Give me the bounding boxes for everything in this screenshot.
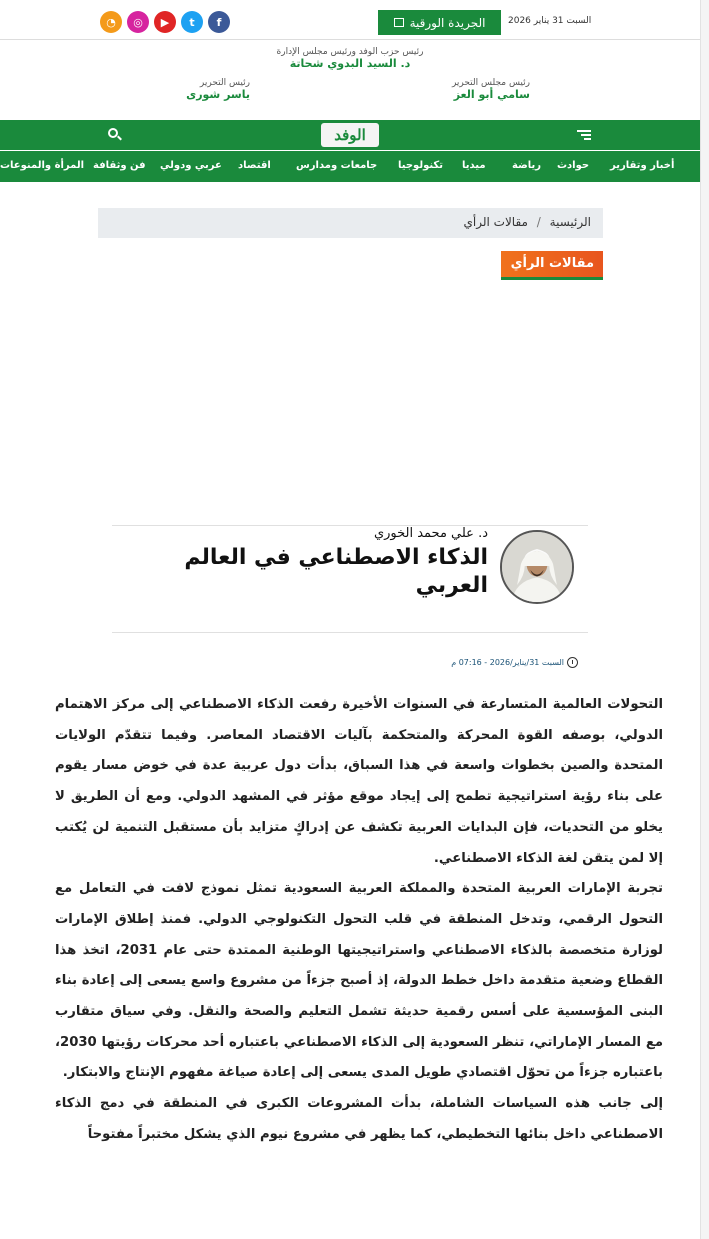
editor-in-chief-role: رئيس التحرير	[199, 78, 250, 88]
breadcrumb	[98, 208, 603, 238]
article-paragraph: التحولات العالمية المتسارعة في السنوات الأخيرة رفعت الذكاء الاصطناعي إلى مركز الاهتمام الدولي، بوصفه القوة المحركة والمتحكمة بآليات الاقتصاد المعاصر. وفيما تتقدّم الولايات المتحدة والصين بخطوات واسعة في هذا السباق، بدأت دول عربية عدة في خوض مسار يقوم على بناء رؤية استراتيجية تطمح إلى إيجاد موقع مؤثر في المشهد الدولي. ومع أن الطريق لا يخلو من التحديات، فإن البدايات العربية تكشف عن إدراكٍ متزايد بأن مستقبل التنمية لن يُكتب إلا لمن يتقن لغة الذكاء الاصطناعي.	[55, 697, 663, 866]
page-scrollbar[interactable]	[700, 0, 709, 1239]
category-link[interactable]: عربي ودولي	[160, 160, 222, 171]
chairman-name: د. السيد البدوي شحاتة	[289, 57, 411, 70]
top-bar	[0, 0, 700, 40]
editor-in-chief-name: ياسر شورى	[186, 88, 250, 101]
author-avatar[interactable]	[500, 530, 574, 604]
article-meta	[300, 657, 578, 668]
category-link[interactable]: تكنولوجيا	[398, 160, 443, 171]
author-name[interactable]: د. علي محمد الخوري	[373, 526, 488, 541]
print-edition-button[interactable]	[378, 10, 501, 35]
category-link[interactable]: ميديا	[462, 160, 486, 171]
chairman-block	[0, 47, 700, 70]
breadcrumb-separator: /	[536, 215, 541, 229]
instagram-icon[interactable]: ◎	[127, 11, 149, 33]
clock-icon	[567, 657, 578, 668]
category-link[interactable]: جامعات ومدارس	[296, 160, 378, 171]
category-link[interactable]: المرأة والمنوعات	[0, 160, 85, 171]
category-link[interactable]: أخبار وتقارير	[610, 160, 675, 171]
social-links	[100, 11, 230, 33]
category-link[interactable]: حوادث	[557, 160, 590, 171]
category-link[interactable]: فن وثقافة	[93, 160, 146, 171]
twitter-icon[interactable]: t	[181, 11, 203, 33]
facebook-icon[interactable]: f	[208, 11, 230, 33]
article-title: الذكاء الاصطناعي في العالم العربي	[184, 545, 488, 598]
board-chief-role: رئيس مجلس التحرير	[451, 78, 530, 88]
breadcrumb-home[interactable]: الرئيسية	[549, 215, 591, 229]
main-nav	[0, 120, 700, 150]
section-tag[interactable]: مقالات الرأي	[501, 251, 603, 280]
current-date: السبت 31 يناير 2026	[508, 16, 592, 26]
article-body	[55, 690, 663, 1151]
site-logo[interactable]: الوفد	[321, 123, 379, 147]
menu-icon[interactable]	[577, 130, 591, 140]
rss-icon[interactable]: ◔	[100, 11, 122, 33]
category-link[interactable]: رياضة	[512, 160, 541, 171]
board-chief-name: سامي أبو العز	[453, 88, 530, 101]
divider-bottom	[112, 632, 588, 633]
category-link[interactable]: اقتصاد	[238, 160, 271, 171]
article-paragraph: إلى جانب هذه السياسات الشاملة، بدأت المشروعات الكبرى في المنطقة في دمج الذكاء الاصطناعي داخل بنائها التخطيطي، كما يظهر في مشروع نيوم الذي يشكل مختبراً مفتوحاً	[55, 1096, 663, 1142]
author-photo	[502, 532, 572, 602]
article-paragraph: تجربة الإمارات العربية المتحدة والمملكة العربية السعودية تمثل نموذج لافت في التعامل مع التحول الرقمي، وتدخل المنطقة في قلب التحول التكنولوجي الدولي. فمنذ إطلاق الإمارات لوزارة متخصصة بالذكاء الاصطناعي واستراتيجيتها الوطنية الممتدة حتى عام 2031، اتخذ هذا القطاع وضعية متقدمة داخل خطط الدولة، إذ أصبح جزءاً من مشروع واسع يسعى إلى إعادة بناء البنى المؤسسية على أسس رقمية حديثة تشمل التعليم والصحة والنقل. وفي سياق متقارب مع المسار الإماراتي، تنظر السعودية إلى الذكاء الاصطناعي باعتباره أحد محركات رؤيتها 2030، باعتباره جزءاً من تحوّل اقتصادي طويل المدى يسعى إلى إعادة صياغة مفهوم الإنتاج والابتكار.	[55, 881, 663, 1081]
search-icon[interactable]	[108, 128, 122, 142]
category-bar	[0, 151, 700, 182]
board-chief-block	[420, 78, 530, 101]
masthead	[0, 40, 700, 120]
newspaper-icon	[394, 18, 404, 27]
article-datetime: السبت 31/يناير/2026 - 07:16 م	[451, 658, 564, 667]
editor-in-chief-block	[180, 78, 250, 101]
youtube-icon[interactable]: ▶	[154, 11, 176, 33]
print-edition-label: الجريدة الورقية	[409, 15, 486, 30]
chairman-role: رئيس حزب الوفد ورئيس مجلس الإدارة	[276, 47, 424, 57]
breadcrumb-current[interactable]: مقالات الرأي	[463, 215, 528, 229]
